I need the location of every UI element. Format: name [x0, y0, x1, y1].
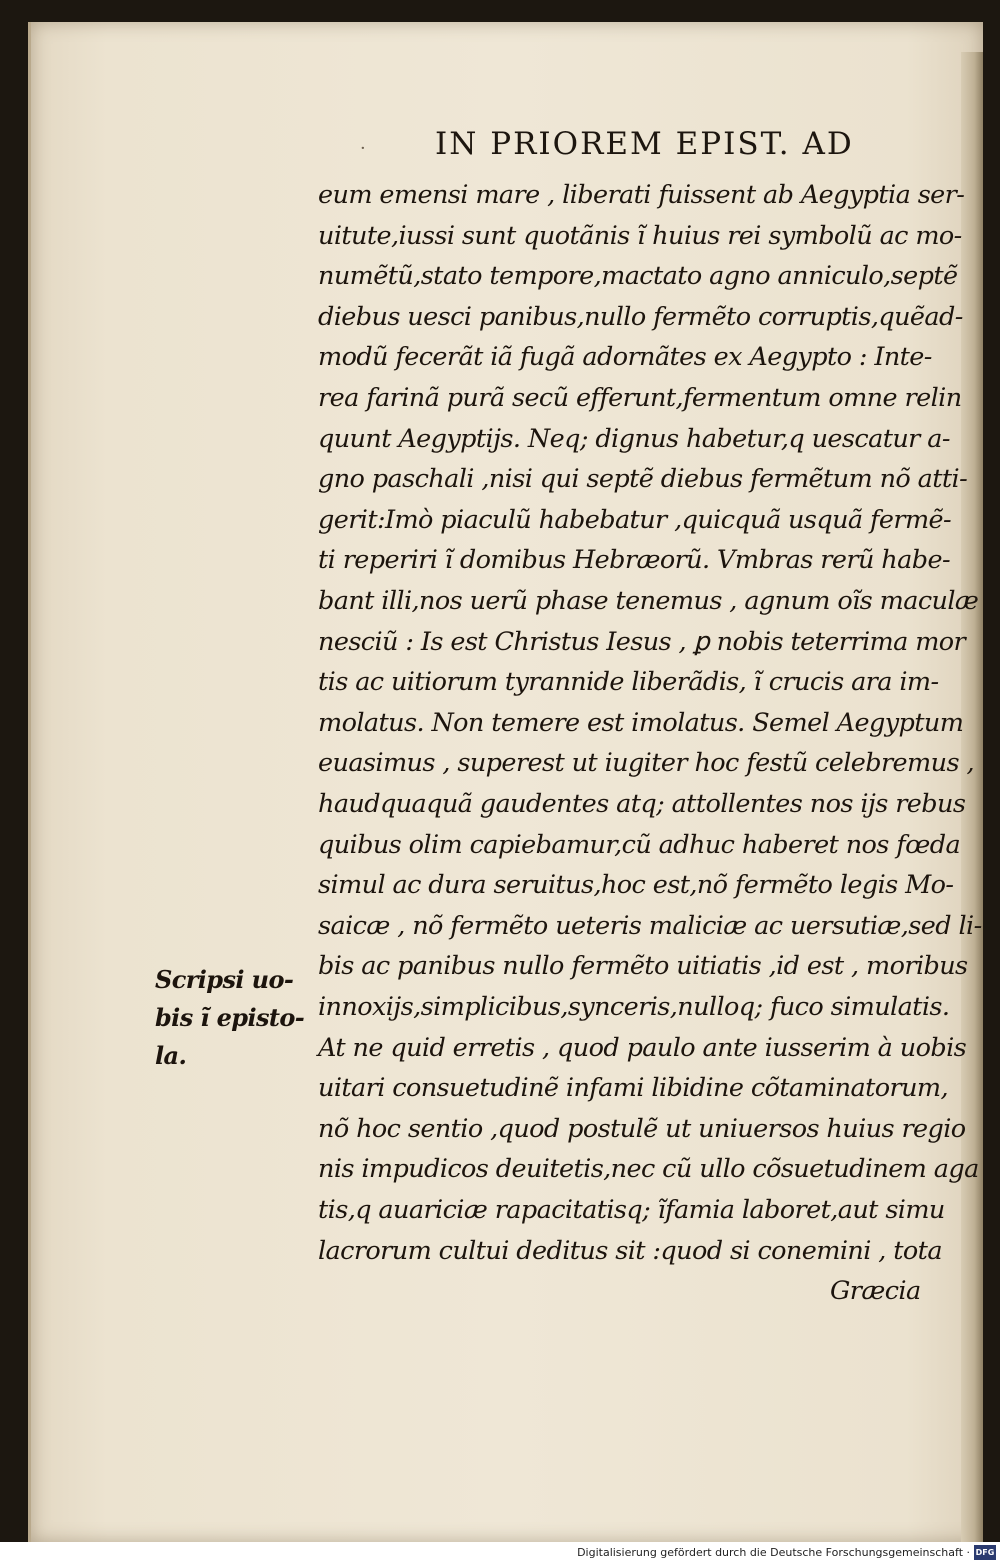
text-line: ti reperiri ĩ domibus Hebræorũ. Vmbras rerũ habe- — [318, 545, 950, 576]
marginal-note — [155, 965, 304, 1079]
text-line: numẽtũ,stato tempore,mactato agno anniculo,septẽ — [318, 261, 958, 292]
text-line: uitari consuetudinẽ infami libidine cõtaminatorum, — [318, 1073, 948, 1104]
text-line: simul ac dura seruitus,hoc est,nõ fermẽto legis Mo- — [318, 870, 954, 901]
marginal-note-line: Scripsi uo- — [155, 965, 294, 994]
text-line: bis ac panibus nullo fermẽto uitiatis ,id est , moribus — [318, 951, 968, 982]
text-line: quibus olim capiebamur,cũ adhuc haberet nos fœda — [318, 829, 961, 860]
catchword: Græcia — [830, 1276, 921, 1307]
text-line: lacrorum cultui deditus sit :quod si conemini , tota — [318, 1235, 942, 1266]
text-line: innoxijs,simplicibus,synceris,nulloq; fuco simulatis. — [318, 992, 950, 1022]
text-line: gerit:Imò piaculũ habebatur ,quicquã usquã fermẽ- — [318, 504, 952, 535]
text-line: eum emensi mare , liberati fuissent ab Aegyptia ser- — [318, 180, 965, 210]
text-line: nis impudicos deuitetis,nec cũ ullo cõsuetudinem aga — [318, 1154, 979, 1185]
funding-credit: Digitalisierung gefördert durch die Deutsche Forschungsgemeinschaft · — [577, 1546, 970, 1559]
footer-bar — [0, 1542, 1000, 1564]
marginal-note-line: la. — [155, 1041, 187, 1070]
text-line: saicæ , nõ fermẽto ueteris maliciæ ac uersutiæ,sed li- — [318, 910, 982, 941]
text-line: tis ac uitiorum tyrannide liberãdis, ĩ crucis ara im- — [318, 667, 939, 698]
text-line: gno paschali ,nisi qui septẽ diebus fermẽtum nõ atti- — [318, 464, 968, 495]
text-line: nesciũ : Is est Christus Iesus , ꝑ nobis teterrima mor — [318, 626, 966, 657]
running-title: IN PRIOREM EPIST. AD — [435, 126, 854, 162]
text-line: bant illi,nos uerũ phase tenemus , agnum oĩs maculæ — [318, 586, 979, 616]
text-line: tis,q auariciæ rapacitatisq; ĩfamia laboret,aut simu — [318, 1195, 945, 1225]
text-line: euasimus , superest ut iugiter hoc festũ celebremus , — [318, 748, 974, 779]
text-line: quunt Aegyptijs. Neq; dignus habetur,q uescatur a- — [318, 423, 950, 454]
header-ornament: · — [360, 138, 366, 159]
text-line: modũ fecerãt iã fugã adornãtes ex Aegypto : Inte- — [318, 342, 932, 373]
text-line: At ne quid erretis , quod paulo ante iusserim à uobis — [318, 1032, 967, 1063]
text-line: nõ hoc sentio ,quod postulẽ ut uniuersos huius regio — [318, 1113, 966, 1144]
marginal-note-line: bis ĩ episto- — [155, 1003, 305, 1032]
dfg-logo: DFG — [974, 1545, 996, 1560]
text-line: diebus uesci panibus,nullo fermẽto corruptis,quẽad- — [318, 301, 963, 332]
text-line: haudquaquã gaudentes atq; attollentes nos ijs rebus — [318, 789, 966, 819]
text-line: uitute,iussi sunt quotãnis ĩ huius rei symbolũ ac mo- — [318, 220, 962, 251]
text-line: rea farinã purã secũ efferunt,fermentum omne relin — [318, 383, 962, 413]
text-line: molatus. Non temere est imolatus. Semel Aegyptum — [318, 707, 964, 738]
